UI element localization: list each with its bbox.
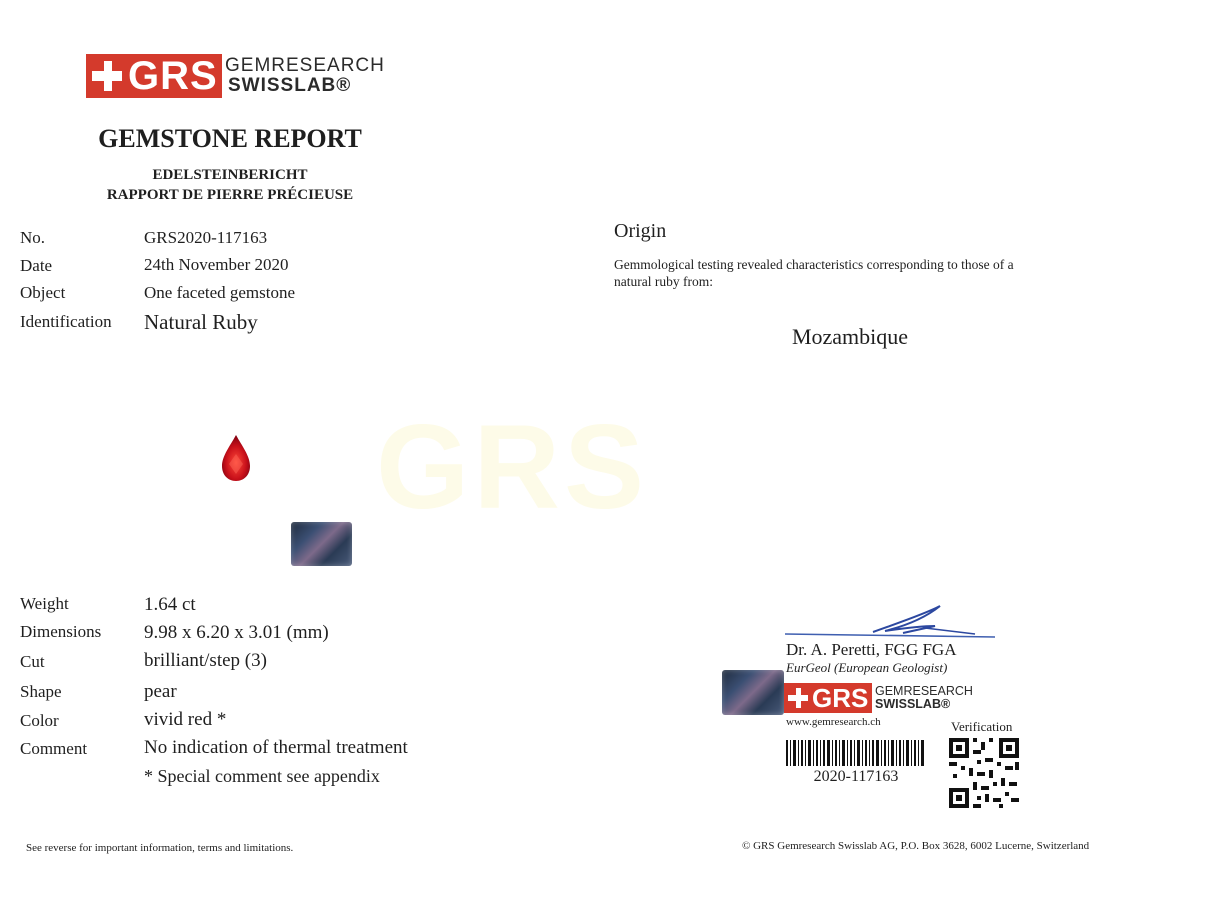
detail-value-date: 24th November 2020 bbox=[144, 255, 289, 274]
ruby-gem-image bbox=[220, 434, 252, 482]
special-comment-note: * Special comment see appendix bbox=[144, 766, 380, 786]
prop-label-cut: Cut bbox=[20, 652, 45, 671]
detail-label-object: Object bbox=[20, 283, 66, 302]
report-subtitle-de: EDELSTEINBERICHT bbox=[152, 167, 308, 183]
footer-disclaimer: See reverse for important information, terms and limitations. bbox=[26, 842, 294, 854]
signature-scribble bbox=[785, 604, 1000, 644]
verification-label: Verification bbox=[951, 719, 1013, 734]
origin-text: Gemmological testing revealed characteristics corresponding to those of a natural ruby from: bbox=[614, 257, 1014, 289]
prop-label-comment: Comment bbox=[20, 739, 88, 758]
prop-value-color: vivid red * bbox=[144, 709, 227, 730]
swiss-cross-icon bbox=[92, 61, 122, 91]
origin-heading: Origin bbox=[614, 220, 667, 242]
prop-label-weight: Weight bbox=[20, 594, 69, 613]
grs-logo bbox=[86, 54, 385, 100]
barcode-number: 2020-117163 bbox=[813, 768, 899, 785]
report-title: GEMSTONE REPORT bbox=[98, 124, 362, 153]
logo-grs-text: GRS bbox=[128, 54, 218, 98]
detail-value-object: One faceted gemstone bbox=[144, 283, 296, 302]
prop-value-dimensions: 9.98 x 6.20 x 3.01 (mm) bbox=[144, 622, 329, 643]
detail-label-no: No. bbox=[20, 228, 46, 247]
barcode-image bbox=[786, 740, 926, 766]
grs-watermark: GRS bbox=[376, 400, 649, 534]
verification-qr-code[interactable] bbox=[949, 738, 1019, 808]
prop-label-shape: Shape bbox=[20, 682, 62, 701]
footer-copyright: © GRS Gemresearch Swisslab AG, P.O. Box 3628, 6002 Lucerne, Switzerland bbox=[742, 840, 1090, 852]
grs-logo-small bbox=[784, 683, 984, 715]
detail-value-identification: Natural Ruby bbox=[144, 310, 258, 334]
logo-small-line1: GEMRESEARCH bbox=[875, 684, 973, 698]
prop-value-cut: brilliant/step (3) bbox=[144, 650, 267, 671]
logo-line2: SWISSLAB® bbox=[228, 75, 352, 96]
swiss-cross-icon bbox=[788, 688, 808, 708]
prop-label-color: Color bbox=[20, 711, 59, 730]
logo-line1: GEMRESEARCH bbox=[225, 55, 385, 76]
signatory-name: Dr. A. Peretti, FGG FGA bbox=[786, 640, 957, 659]
report-subtitle-fr: RAPPORT DE PIERRE PRÉCIEUSE bbox=[106, 187, 354, 203]
logo-small-grs-text: GRS bbox=[812, 683, 869, 713]
logo-small-line2: SWISSLAB® bbox=[875, 697, 951, 711]
prop-value-shape: pear bbox=[144, 681, 177, 702]
website-link[interactable]: www.gemresearch.ch bbox=[786, 716, 881, 728]
prop-value-comment: No indication of thermal treatment bbox=[144, 737, 408, 758]
signatory-title: EurGeol (European Geologist) bbox=[786, 660, 948, 675]
detail-label-identification: Identification bbox=[20, 312, 112, 331]
origin-country: Mozambique bbox=[791, 324, 909, 349]
detail-value-no: GRS2020-117163 bbox=[144, 228, 268, 247]
hologram-seal-signature bbox=[722, 670, 784, 715]
prop-value-weight: 1.64 ct bbox=[144, 594, 196, 615]
hologram-seal bbox=[291, 522, 352, 566]
prop-label-dimensions: Dimensions bbox=[20, 622, 102, 641]
detail-label-date: Date bbox=[20, 256, 53, 275]
